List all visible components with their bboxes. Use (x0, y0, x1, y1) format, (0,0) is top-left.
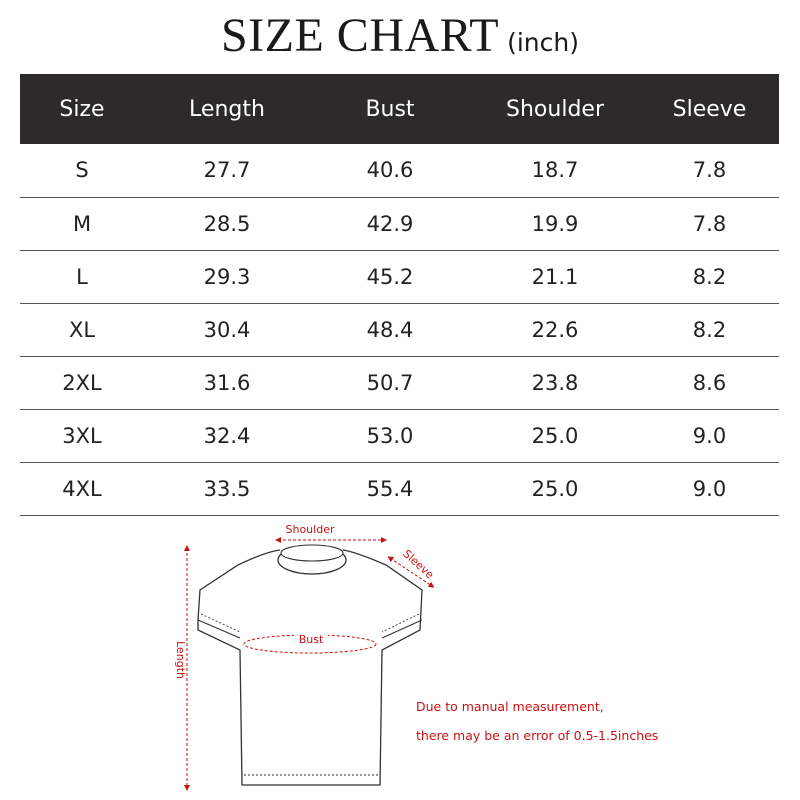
cell-size: 3XL (20, 409, 144, 462)
cell-sleeve: 8.2 (640, 303, 779, 356)
collar-inner (281, 545, 343, 561)
cell-bust: 45.2 (310, 250, 470, 303)
table-row (20, 303, 779, 356)
header-size: Size (59, 96, 105, 122)
header-sleeve: Sleeve (672, 96, 747, 122)
table-row (20, 250, 779, 303)
header-shoulder: Shoulder (506, 96, 604, 122)
cell-sleeve: 8.2 (640, 250, 779, 303)
cell-sleeve: 7.8 (640, 144, 779, 197)
cell-bust: 42.9 (310, 197, 470, 250)
table-row (20, 409, 779, 462)
cell-length: 30.4 (144, 303, 310, 356)
cell-size: L (20, 250, 144, 303)
cell-length: 29.3 (144, 250, 310, 303)
cell-size: S (20, 144, 144, 197)
cell-sleeve: 9.0 (640, 462, 779, 515)
header-length: Length (189, 96, 265, 122)
cell-shoulder: 19.9 (470, 197, 640, 250)
cell-sleeve: 7.8 (640, 197, 779, 250)
sleeve-label: Sleeve (400, 547, 437, 582)
note-line-1: Due to manual measurement, (416, 699, 604, 714)
cell-length: 33.5 (144, 462, 310, 515)
header-row (20, 74, 779, 144)
table-row (20, 197, 779, 250)
page-title (0, 8, 800, 63)
cell-bust: 48.4 (310, 303, 470, 356)
table-row (20, 356, 779, 409)
cell-shoulder: 22.6 (470, 303, 640, 356)
cell-shoulder: 18.7 (470, 144, 640, 197)
length-label: Length (174, 641, 187, 679)
cell-length: 32.4 (144, 409, 310, 462)
cell-size: XL (20, 303, 144, 356)
cell-sleeve: 8.6 (640, 356, 779, 409)
title-unit: (inch) (507, 28, 579, 57)
bust-label: Bust (298, 633, 324, 646)
cell-sleeve: 9.0 (640, 409, 779, 462)
cell-size: 4XL (20, 462, 144, 515)
cell-bust: 50.7 (310, 356, 470, 409)
cell-size: M (20, 197, 144, 250)
cell-shoulder: 23.8 (470, 356, 640, 409)
table-row (20, 144, 779, 197)
tshirt-diagram (160, 520, 460, 795)
cell-length: 31.6 (144, 356, 310, 409)
note-line-2: there may be an error of 0.5-1.5inches (416, 728, 659, 743)
cell-bust: 53.0 (310, 409, 470, 462)
cell-bust: 40.6 (310, 144, 470, 197)
cell-bust: 55.4 (310, 462, 470, 515)
cell-shoulder: 21.1 (470, 250, 640, 303)
cell-shoulder: 25.0 (470, 462, 640, 515)
shoulder-label: Shoulder (285, 523, 335, 536)
tshirt-outline (198, 550, 422, 785)
size-table (20, 74, 779, 516)
header-bust: Bust (365, 96, 415, 122)
cell-shoulder: 25.0 (470, 409, 640, 462)
cell-length: 27.7 (144, 144, 310, 197)
table-row (20, 462, 779, 515)
cell-length: 28.5 (144, 197, 310, 250)
cell-size: 2XL (20, 356, 144, 409)
title-main: SIZE CHART (220, 9, 500, 62)
